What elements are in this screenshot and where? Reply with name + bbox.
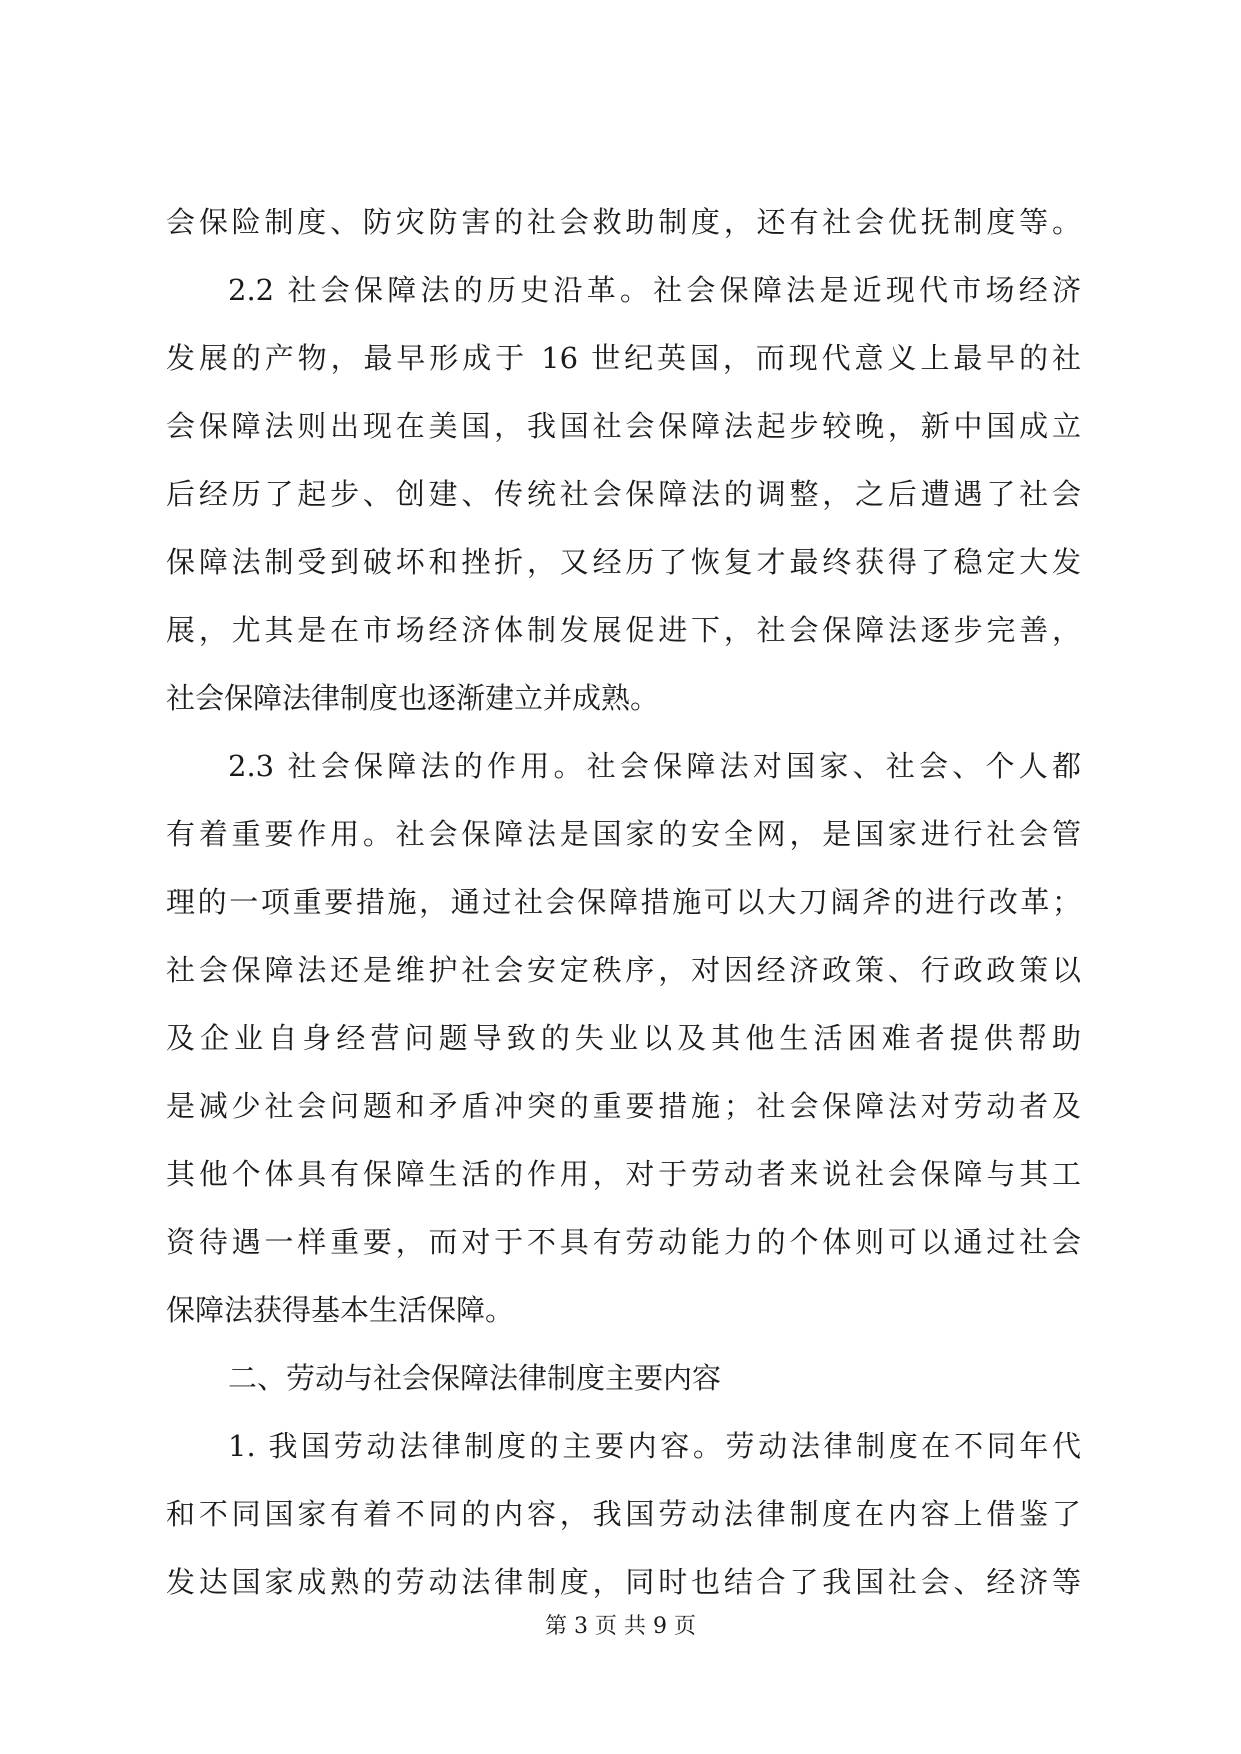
body-text <box>166 198 1081 1626</box>
text-line: 及企业自身经营问题导致的失业以及其他生活困难者提供帮助 <box>166 1021 1081 1055</box>
text-line: 是减少社会问题和矛盾冲突的重要措施；社会保障法对劳动者及 <box>166 1089 1081 1123</box>
text-line: 有着重要作用。社会保障法是国家的安全网，是国家进行社会管 <box>166 817 1081 851</box>
text-line: 会保障法则出现在美国，我国社会保障法起步较晚，新中国成立 <box>166 409 1081 443</box>
text-line: 社会保障法律制度也逐渐建立并成熟。 <box>166 681 660 715</box>
text-line: 后经历了起步、创建、传统社会保障法的调整，之后遭遇了社会 <box>166 477 1081 511</box>
text-line: 保障法获得基本生活保障。 <box>166 1293 515 1327</box>
text-line: 理的一项重要措施，通过社会保障措施可以大刀阔斧的进行改革； <box>166 885 1081 919</box>
text-line: 会保险制度、防灾防害的社会救助制度，还有社会优抚制度等。 <box>166 205 1081 239</box>
text-line: 发达国家成熟的劳动法律制度，同时也结合了我国社会、经济等 <box>166 1565 1081 1599</box>
text-line: 其他个体具有保障生活的作用，对于劳动者来说社会保障与其工 <box>166 1157 1081 1191</box>
section-heading: 二、劳动与社会保障法律制度主要内容 <box>228 1361 722 1395</box>
text-line: 资待遇一样重要，而对于不具有劳动能力的个体则可以通过社会 <box>166 1225 1081 1259</box>
text-line: 和不同国家有着不同的内容，我国劳动法律制度在内容上借鉴了 <box>166 1497 1081 1531</box>
text-line: 展，尤其是在市场经济体制发展促进下，社会保障法逐步完善， <box>166 613 1081 647</box>
text-line: 发展的产物，最早形成于 16 世纪英国，而现代意义上最早的社 <box>166 341 1081 375</box>
text-line: 保障法制受到破坏和挫折，又经历了恢复才最终获得了稳定大发 <box>166 545 1081 579</box>
text-line: 2.2 社会保障法的历史沿革。社会保障法是近现代市场经济 <box>228 273 1081 307</box>
page-number-footer: 第 3 页 共 9 页 <box>545 1614 696 1639</box>
text-line: 社会保障法还是维护社会安定秩序，对因经济政策、行政政策以 <box>166 953 1081 987</box>
text-line: 2.3 社会保障法的作用。社会保障法对国家、社会、个人都 <box>228 749 1081 783</box>
text-line: 1. 我国劳动法律制度的主要内容。劳动法律制度在不同年代 <box>228 1429 1081 1463</box>
